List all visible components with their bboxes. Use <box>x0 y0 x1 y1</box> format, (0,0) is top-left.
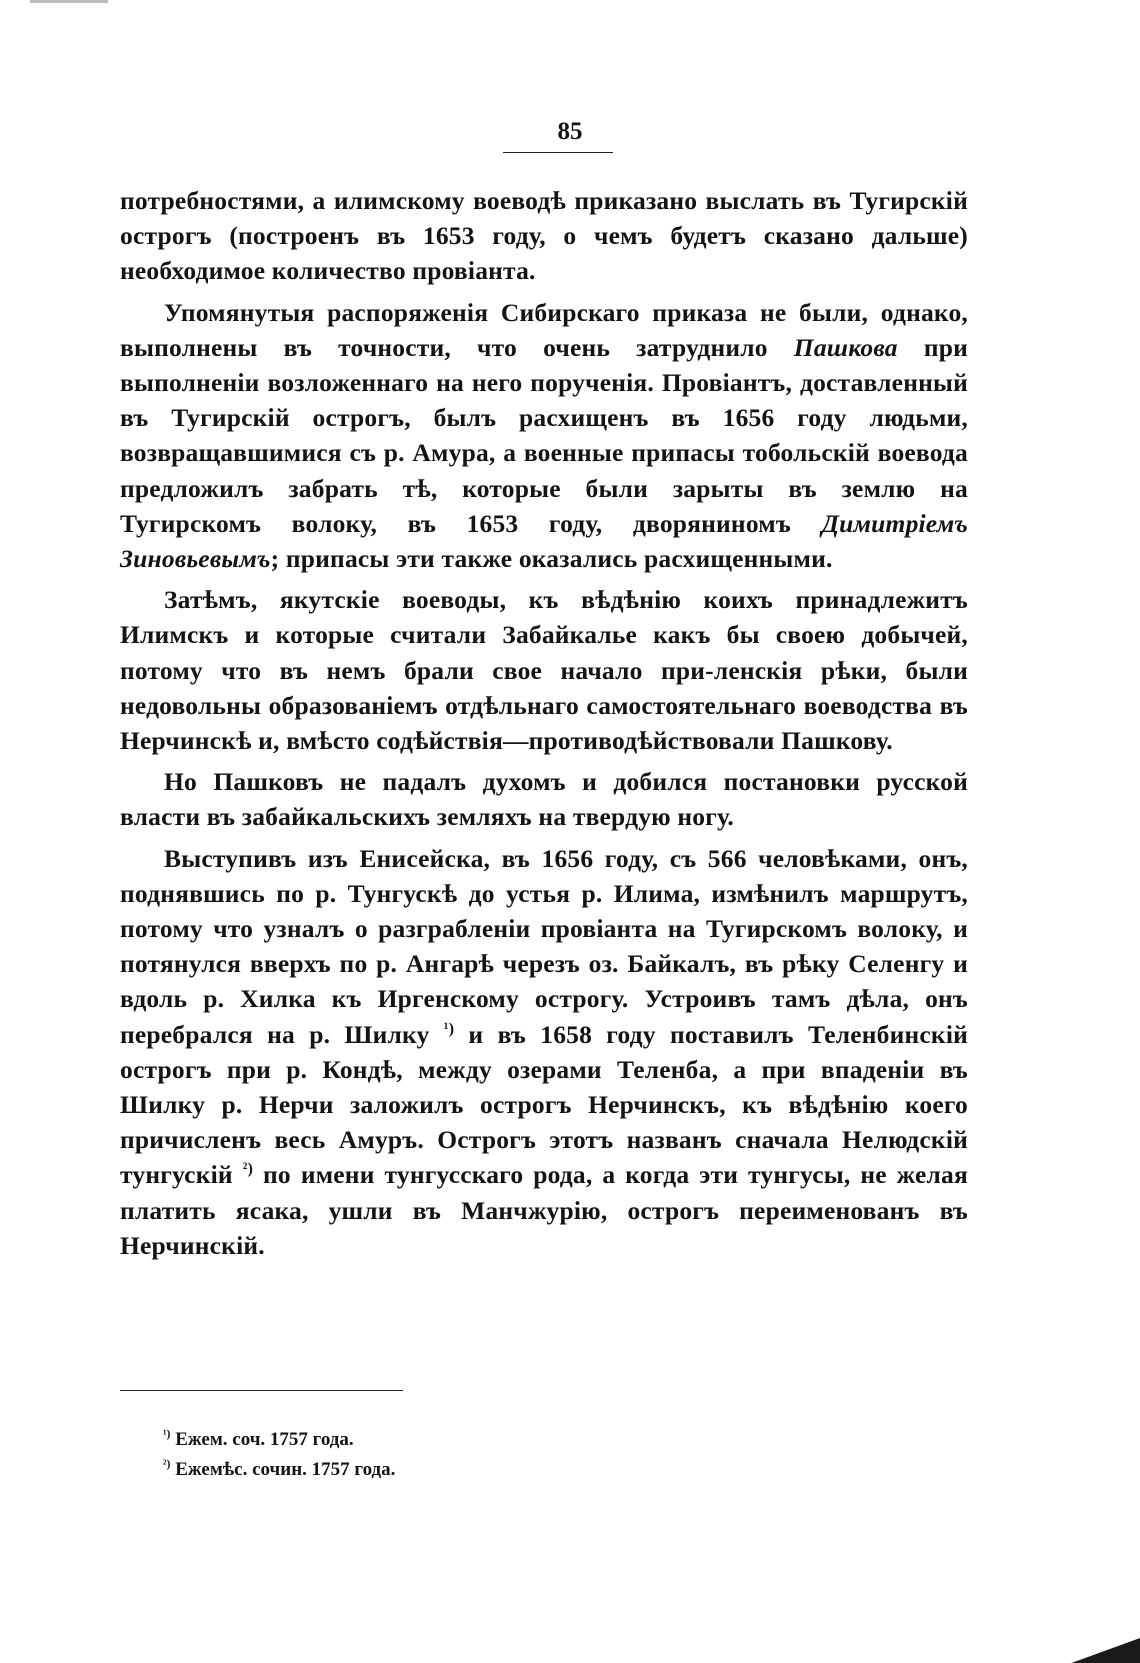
header-rule <box>503 152 613 153</box>
footnote-mark: ¹) <box>163 1427 171 1441</box>
paragraph <box>120 764 968 834</box>
text-run: и въ 1658 году поставилъ Теленбинскій острогъ при р. Кондѣ, между озерами Теленба, а при впаденіи въ Шилку р. Нерчи заложилъ острогъ Нерчинскъ, къ вѣдѣнію коего причисленъ весь Амуръ. Острогъ этотъ названъ сначала Нелюдскій тунгускій <box>120 1019 969 1190</box>
footnote <box>163 1425 863 1455</box>
text-run: Выступивъ изъ Енисейска, въ 1656 году, съ 566 человѣками, онъ, поднявшись по р. Тунгускѣ до устья р. Илима, измѣнилъ маршрутъ, потому что узналъ о разграбленіи провіанта на Тугирскомъ волоку, и потянулся вверхъ по р. Ангарѣ черезъ оз. Байкалъ, въ рѣку Селенгу и вдоль р. Хилка къ Иргенскому острогу. Устроивъ тамъ дѣла, онъ перебрался на р. Шилку <box>120 843 968 1049</box>
text-run: Упомянутыя распоряженія Сибирскаго приказа не были, однако, выполнены въ точности, что очень затруднило <box>120 297 968 362</box>
footnote-text: Ежемѣс. сочин. 1757 года. <box>170 1459 396 1480</box>
text-run: Но Пашковъ не падалъ духомъ и добился постановки русской власти въ забайкальскихъ земляхъ на твердую ногу. <box>120 767 968 832</box>
scan-artifact-top <box>30 0 108 3</box>
scan-artifact-corner <box>1060 1636 1140 1663</box>
italic-name: Димитріемъ Зиновьевымъ <box>120 508 968 574</box>
footnote <box>163 1455 863 1485</box>
paragraph <box>120 841 968 1263</box>
text-run: по имени тунгусскаго рода, а когда эти тунгусы, не желая платить ясака, ушли въ Манчжурію, острогъ переименованъ въ Нерчинскій. <box>120 1160 968 1260</box>
footnote-mark: ²) <box>163 1457 171 1471</box>
paragraph <box>120 295 968 577</box>
italic-name: Пашкова <box>793 332 898 362</box>
footnote-reference: ¹) <box>443 1020 455 1038</box>
footnotes <box>163 1425 863 1485</box>
text-run: потребностями, а илимскому воеводѣ приказано выслать въ Тугирскій острогъ (построенъ въ 1653 году, о чемъ будетъ сказано дальше) необходимое количество провіанта. <box>120 186 968 286</box>
text-run: при выполненіи возложеннаго на него порученія. Провіантъ, доставленный въ Тугирскій острогъ, былъ расхищенъ въ 1656 году людьми, возвращавшимися съ р. Амура, а военные припасы тобольскій воевода предложилъ забрать тѣ, которые были зарыты въ землю на Тугирскомъ волоку, въ 1653 году, дворяниномъ <box>120 332 968 538</box>
body-text <box>120 183 968 1263</box>
paragraph <box>120 582 968 758</box>
footnote-rule <box>120 1390 403 1391</box>
text-run: Затѣмъ, якутскіе воеводы, къ вѣдѣнію коихъ принадлежитъ Илимскъ и которые считали Забайкалье какъ бы своею добычей, потому что въ немъ брали свое начало при-ленскія рѣки, были недовольны образованіемъ отдѣльнаго самостоятельнаго воеводства въ Нерчинскѣ и, вмѣсто содѣйствія—противодѣйствовали Пашкову. <box>120 585 968 756</box>
text-run: ; припасы эти также оказались расхищенными. <box>270 544 833 574</box>
footnote-text: Ежем. соч. 1757 года. <box>170 1429 354 1450</box>
paragraph <box>120 183 968 289</box>
footnote-reference: ²) <box>242 1160 254 1178</box>
page-number: 85 <box>557 118 583 145</box>
